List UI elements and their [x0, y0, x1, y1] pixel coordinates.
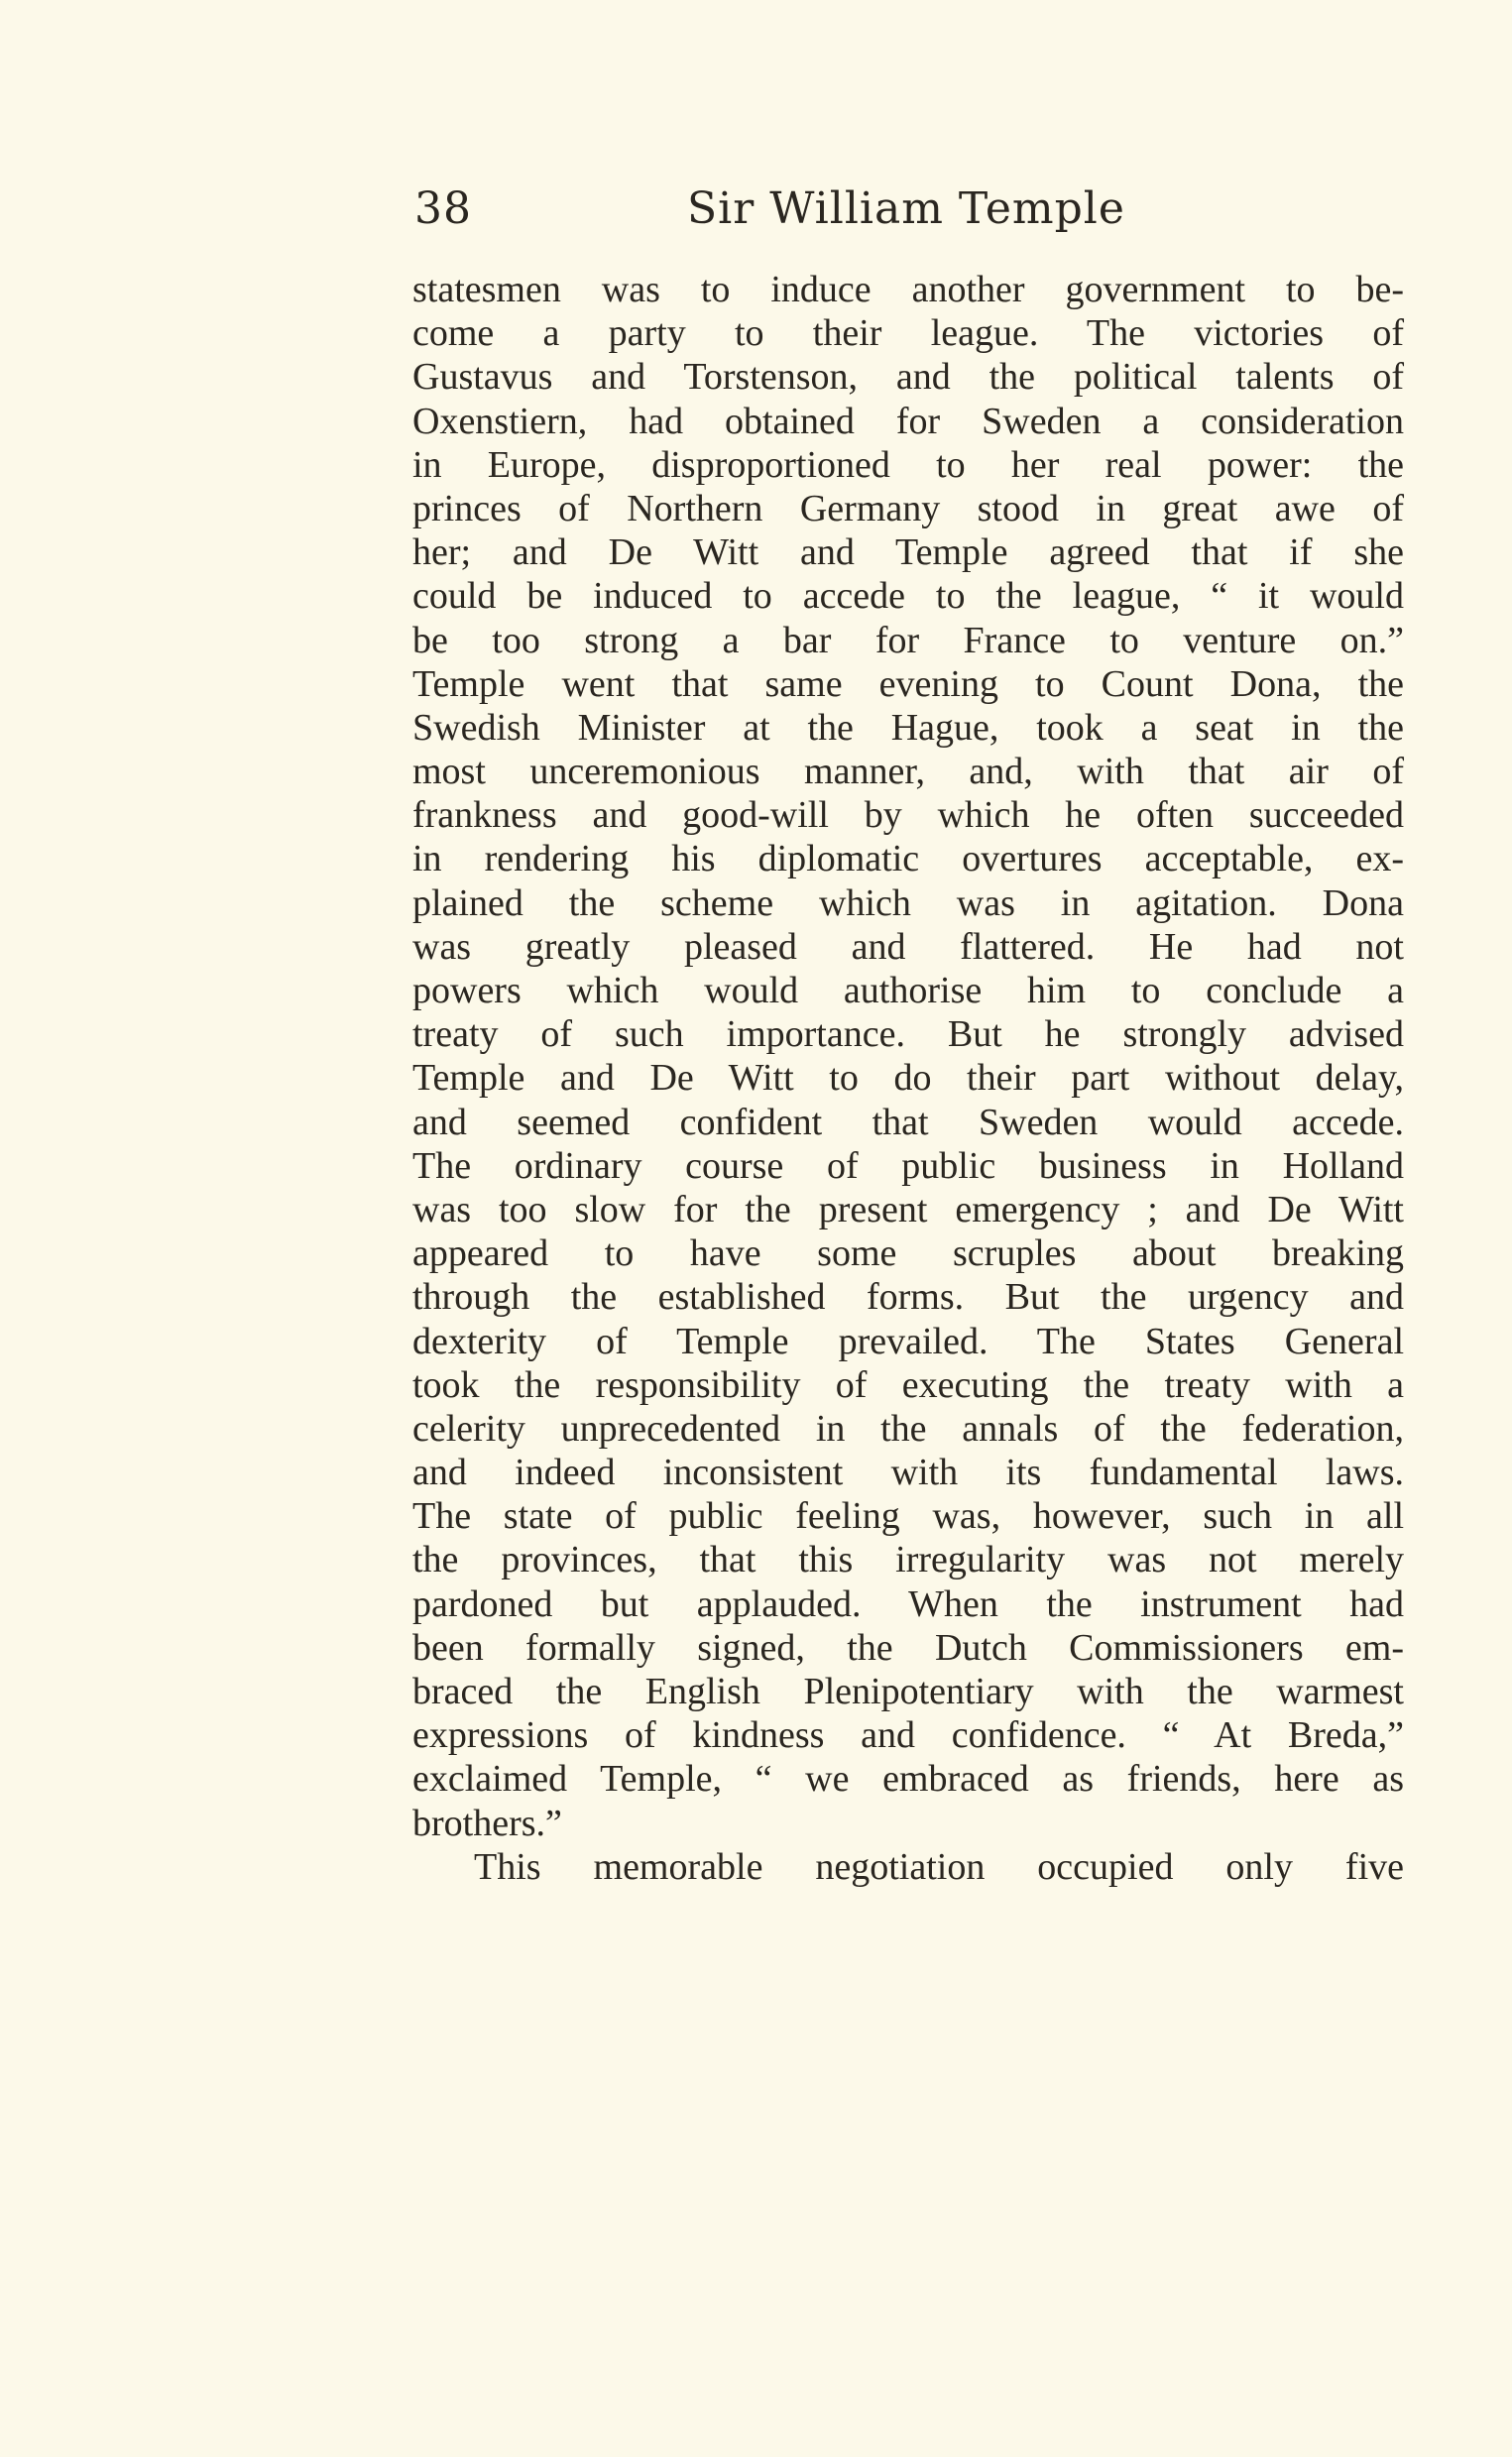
text-line: Oxenstiern, had obtained for Sweden a consideration — [412, 400, 1404, 442]
text-line: took the responsibility of executing the treaty with a — [412, 1363, 1404, 1406]
text-line: The ordinary course of public business in Holland — [412, 1144, 1404, 1187]
text-line: Swedish Minister at the Hague, took a seat in the — [412, 706, 1404, 749]
text-line: brothers.” — [412, 1802, 562, 1844]
text-line: princes of Northern Germany stood in great awe of — [412, 487, 1404, 529]
text-line: been formally signed, the Dutch Commissioners em- — [412, 1626, 1404, 1669]
text-line: in Europe, disproportioned to her real power: the — [412, 443, 1404, 486]
text-line: come a party to their league. The victories of — [412, 312, 1404, 355]
text-line: celerity unprecedented in the annals of the federation, — [412, 1407, 1404, 1450]
text-line: and seemed confident that Sweden would accede. — [412, 1101, 1404, 1143]
text-line: The state of public feeling was, however, such in all — [412, 1495, 1404, 1538]
text-line: dexterity of Temple prevailed. The States General — [412, 1320, 1404, 1362]
text-line: through the established forms. But the urgency and — [412, 1276, 1404, 1319]
text-line: This memorable negotiation occupied only five — [474, 1845, 1404, 1888]
text-line: exclaimed Temple, “ we embraced as friends, here as — [412, 1758, 1404, 1801]
text-line: most unceremonious manner, and, with that air of — [412, 751, 1404, 793]
text-line: braced the English Plenipotentiary with the warmest — [412, 1671, 1404, 1712]
text-line: and indeed inconsistent with its fundamental laws. — [412, 1452, 1404, 1494]
text-line: plained the scheme which was in agitation. Dona — [412, 881, 1404, 924]
text-line: pardoned but applauded. When the instrument had — [412, 1582, 1404, 1625]
text-line: was too slow for the present emergency ; and De Witt — [412, 1188, 1404, 1230]
text-line: her; and De Witt and Temple agreed that if she — [412, 531, 1404, 574]
text-line: expressions of kindness and confidence. “ At Breda,” — [412, 1714, 1404, 1757]
text-line: in rendering his diplomatic overtures acceptable, ex- — [412, 838, 1404, 880]
page-header — [414, 175, 1406, 244]
text-line: appeared to have some scruples about breaking — [412, 1232, 1404, 1275]
text-line: statesmen was to induce another government to be- — [412, 269, 1404, 310]
page-number: 38 — [414, 183, 472, 234]
text-line: was greatly pleased and flattered. He had not — [412, 925, 1404, 968]
text-line: Temple and De Witt to do their part without delay, — [412, 1057, 1404, 1100]
running-title: Sir William Temple — [687, 183, 1125, 234]
body-text — [412, 268, 1404, 1889]
text-line: could be induced to accede to the league, “ it would — [412, 575, 1404, 618]
text-line: the provinces, that this irregularity was not merely — [412, 1539, 1404, 1581]
text-line: frankness and good-will by which he often succeeded — [412, 794, 1404, 837]
text-line: treaty of such importance. But he strongly advised — [412, 1013, 1404, 1056]
text-line: be too strong a bar for France to venture on.” — [412, 619, 1404, 661]
text-line: powers which would authorise him to conclude a — [412, 970, 1404, 1011]
text-line: Temple went that same evening to Count Dona, the — [412, 662, 1404, 705]
text-line: Gustavus and Torstenson, and the political talents of — [412, 356, 1404, 399]
